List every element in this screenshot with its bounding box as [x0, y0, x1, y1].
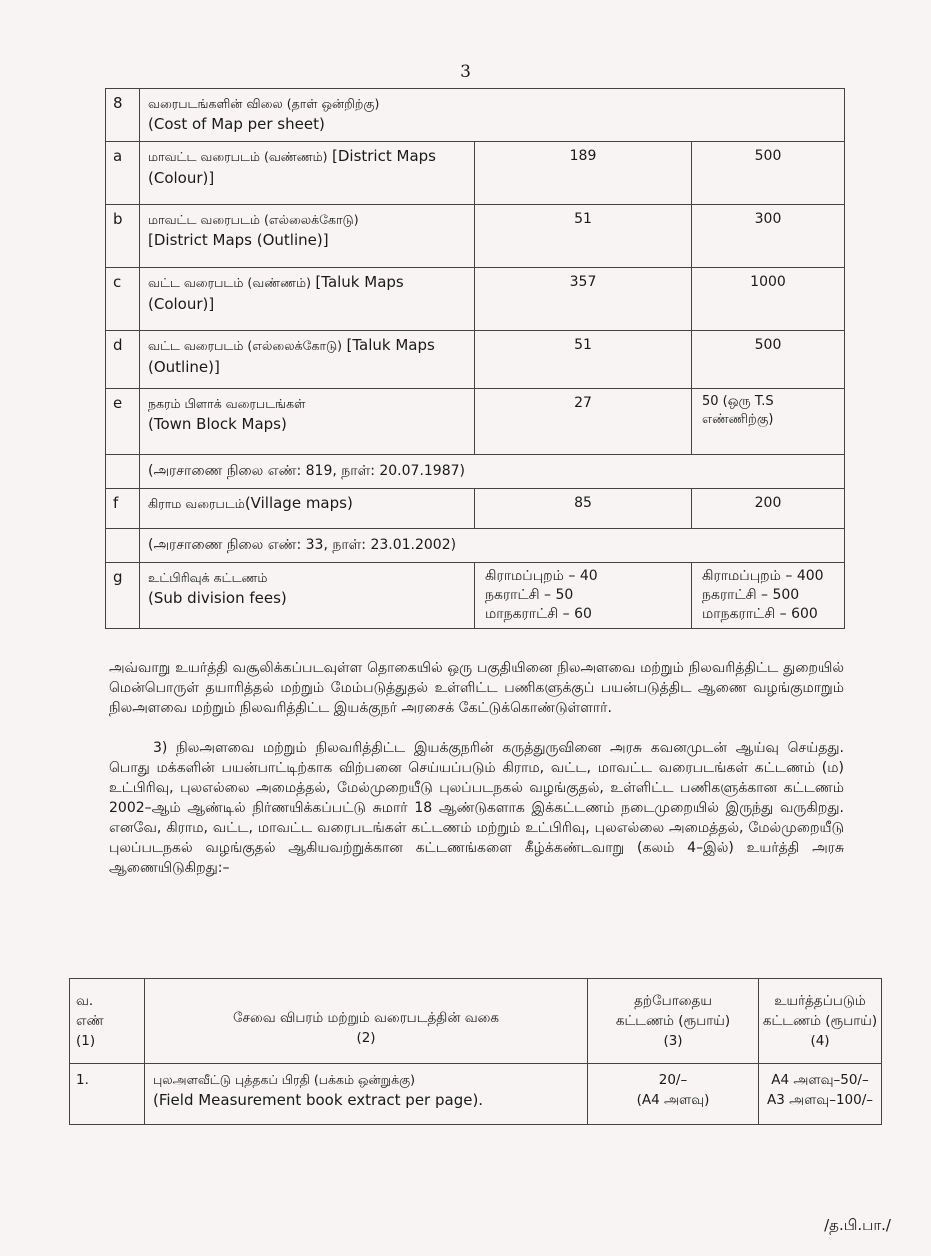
revised-fee: A4 அளவு–50/– A3 அளவு–100/– — [759, 1064, 882, 1125]
row-index: a — [106, 142, 140, 205]
row-index: b — [106, 205, 140, 268]
revised-fee: 1000 — [692, 268, 845, 331]
desc-tamil: வட்ட வரைபடம் (வண்ணம்) — [148, 275, 311, 290]
revised-fees-table — [69, 978, 882, 1125]
current-fee-municipality: நகராட்சி – 50 — [485, 587, 574, 603]
current-fee-rural: கிராமப்புறம் – 40 — [485, 568, 598, 584]
desc-english: [District Maps (Outline)] — [148, 231, 329, 249]
current-fee: 189 — [475, 142, 692, 205]
revised-fee: 500 — [692, 331, 845, 389]
revised-fee: 200 — [692, 489, 845, 529]
footer-mark: /த.பி.பா./ — [824, 1216, 891, 1234]
current-fee-list — [475, 563, 692, 629]
desc-tamil: புலஅளவீட்டு புத்தகப் பிரதி (பக்கம் ஒன்றுக்கு) — [153, 1072, 415, 1087]
row-index: 8 — [106, 89, 140, 142]
row-description — [140, 389, 475, 455]
revised-fee-rural: கிராமப்புறம் – 400 — [702, 568, 824, 584]
heading-english: (Cost of Map per sheet) — [148, 115, 325, 133]
row-index: g — [106, 563, 140, 629]
row-index: e — [106, 389, 140, 455]
table-header-row — [70, 979, 882, 1064]
row-index: c — [106, 268, 140, 331]
government-order-note: (அரசாணை நிலை எண்: 819, நாள்: 20.07.1987) — [140, 455, 845, 489]
map-fees-table — [105, 88, 845, 629]
section-heading — [140, 89, 845, 142]
revised-fee-corporation: மாநகராட்சி – 600 — [702, 606, 818, 622]
desc-tamil: மாவட்ட வரைபடம் (எல்லைக்கோடு) — [148, 212, 359, 227]
header-service: சேவை விபரம் மற்றும் வரைபடத்தின் வகை (2) — [145, 979, 588, 1064]
table-row — [106, 489, 845, 529]
table-row — [106, 331, 845, 389]
table-row — [106, 529, 845, 563]
row-description — [145, 1064, 588, 1125]
table-row — [106, 563, 845, 629]
row-index: f — [106, 489, 140, 529]
current-fee: 20/– (A4 அளவு) — [588, 1064, 759, 1125]
paragraph-2: 3) நிலஅளவை மற்றும் நிலவரித்திட்ட இயக்குநரின் கருத்துருவினை அரசு கவனமுடன் ஆய்வு செய்தது. பொது மக்களின் பயன்பாட்டிற்காக விற்பனை செய்யப்படும் கிராம, வட்ட, மாவட்ட வரைபடங்கள் கட்டணம் (ம) உட்பிரிவு, புலஎல்லை அமைத்தல், மேல்முறையீடு புலப்படநகல் வழங்குதல், உள்ளிட்ட பணிகளுக்கான கட்டணம் 2002–ஆம் ஆண்டில் நிர்ணயிக்கப்பட்டு சுமார் 18 ஆண்டுகளாக இக்கட்டணம் நடைமுறையில் இருந்து வருகிறது. எனவே, கிராம, வட்ட, மாவட்ட வரைபடங்கள் கட்டணம் மற்றும் உட்பிரிவு, புலஎல்லை அமைத்தல், மேல்முறையீடு புலப்படநகல் வழங்குதல் ஆகியவற்றுக்கான கட்டணங்களை கீழ்க்கண்டவாறு (கலம் 4–இல்) உயர்த்தி அரசு ஆணையிடுகிறது:– — [109, 740, 845, 876]
table-row — [106, 89, 845, 142]
row-index: 1. — [70, 1064, 145, 1125]
row-description — [140, 331, 475, 389]
page-number: 3 — [460, 62, 471, 82]
desc-english: [Taluk Maps (Outline)] — [148, 336, 435, 376]
row-description — [140, 489, 475, 529]
government-order-note: (அரசாணை நிலை எண்: 33, நாள்: 23.01.2002) — [140, 529, 845, 563]
current-fee: 51 — [475, 205, 692, 268]
revised-fee-municipality: நகராட்சி – 500 — [702, 587, 800, 603]
header-current-fee: தற்போதைய கட்டணம் (ரூபாய்) (3) — [588, 979, 759, 1064]
row-description — [140, 268, 475, 331]
desc-english: (Town Block Maps) — [148, 415, 287, 433]
desc-tamil: வட்ட வரைபடம் (எல்லைக்கோடு) — [148, 338, 343, 353]
revised-fee-list — [692, 563, 845, 629]
current-fee: 357 — [475, 268, 692, 331]
row-description — [140, 142, 475, 205]
header-revised-fee: உயர்த்தப்படும் கட்டணம் (ரூபாய்) (4) — [759, 979, 882, 1064]
desc-tamil: மாவட்ட வரைபடம் (வண்ணம்) — [148, 149, 328, 164]
row-index: d — [106, 331, 140, 389]
revised-fee: 50 (ஒரு T.S எண்ணிற்கு) — [692, 389, 845, 455]
table-row — [106, 389, 845, 455]
desc-tamil: கிராம வரைபடம் — [148, 496, 245, 511]
header-serial: வ. எண் (1) — [70, 979, 145, 1064]
row-description — [140, 205, 475, 268]
table-row — [106, 268, 845, 331]
revised-fee: 500 — [692, 142, 845, 205]
table-row — [106, 205, 845, 268]
desc-tamil: உட்பிரிவுக் கட்டணம் — [148, 570, 268, 585]
table-row — [70, 1064, 882, 1125]
current-fee: 27 — [475, 389, 692, 455]
heading-tamil: வரைபடங்களின் விலை (தாள் ஒன்றிற்கு) — [148, 96, 380, 111]
paragraph-1: அவ்வாறு உயர்த்தி வசூலிக்கப்படவுள்ள தொகையில் ஒரு பகுதியினை நிலஅளவை மற்றும் நிலவரித்திட்ட துறையில் மென்பொருள் தயாரித்தல் மற்றும் மேம்படுத்துதல் உள்ளிட்ட பணிகளுக்குப் பயன்படுத்திட ஆணை வழங்குமாறும் நிலஅளவை மற்றும் நிலவரித்திட்ட இயக்குநர் அரசைக் கேட்டுக்கொண்டுள்ளார். — [109, 660, 844, 716]
desc-tamil: நகரம் பிளாக் வரைபடங்கள் — [148, 396, 306, 411]
desc-english: [Taluk Maps (Colour)] — [148, 273, 404, 313]
current-fee-corporation: மாநகராட்சி – 60 — [485, 606, 592, 622]
current-fee: 51 — [475, 331, 692, 389]
table-row — [106, 142, 845, 205]
current-fee: 85 — [475, 489, 692, 529]
desc-english: (Sub division fees) — [148, 589, 287, 607]
row-description — [140, 563, 475, 629]
table-row — [106, 455, 845, 489]
revised-fee: 300 — [692, 205, 845, 268]
desc-english: [District Maps (Colour)] — [148, 147, 436, 187]
desc-english: (Village maps) — [244, 494, 353, 512]
desc-english: (Field Measurement book extract per page). — [153, 1091, 484, 1109]
